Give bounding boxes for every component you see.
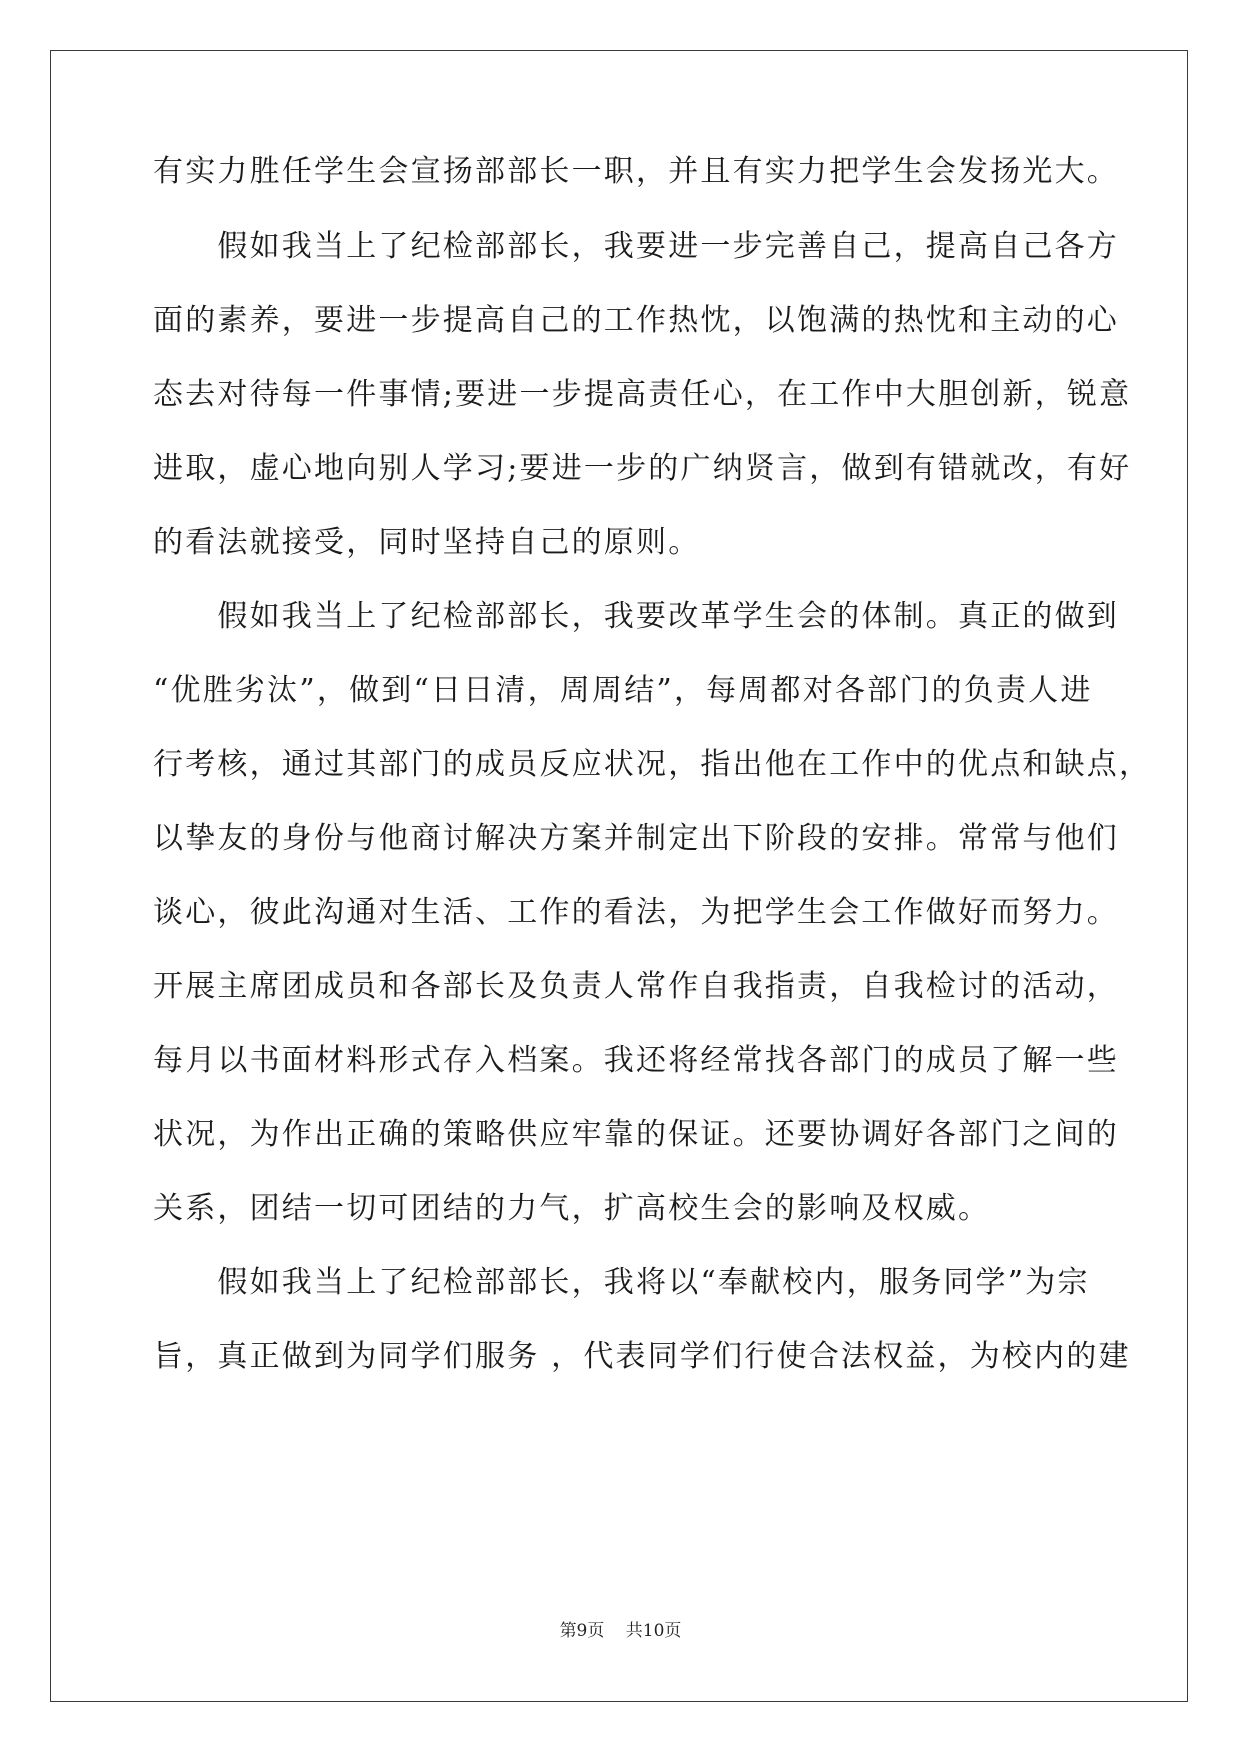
- text-line: 假如我当上了纪检部部长，我将以“奉献校内，服务同学”为宗: [153, 1265, 1090, 1300]
- text-line: 面的素养，要进一步提高自己的工作热忱，以饱满的热忱和主动的心: [153, 303, 1119, 338]
- text-line: 旨，真正做到为同学们服务 ，代表同学们行使合法权益，为校内的建: [153, 1339, 1131, 1374]
- page-total: 共10页: [625, 1621, 682, 1641]
- text-line: 进取，虚心地向别人学习;要进一步的广纳贤言，做到有错就改，有好: [153, 451, 1132, 486]
- text-line: 谈心，彼此沟通对生活、工作的看法，为把学生会工作做好而努力。: [153, 895, 1119, 930]
- text-line: 假如我当上了纪检部部长，我要改革学生会的体制。真正的做到: [153, 599, 1119, 634]
- text-line: 的看法就接受，同时坚持自己的原则。: [153, 525, 701, 560]
- text-line: 态去对待每一件事情;要进一步提高责任心，在工作中大胆创新，锐意: [153, 377, 1132, 412]
- text-line: 行考核，通过其部门的成员反应状况，指出他在工作中的优点和缺点，: [153, 747, 1152, 782]
- text-line: 关系，团结一切可团结的力气，扩高校生会的影响及权威。: [153, 1191, 991, 1226]
- text-line: 有实力胜任学生会宣扬部部长一职，并且有实力把学生会发扬光大。: [153, 154, 1119, 189]
- page-number: 第9页: [559, 1621, 605, 1641]
- text-line: 开展主席团成员和各部长及负责人常作自我指责，自我检讨的活动，: [153, 969, 1119, 1004]
- page-border: [50, 50, 1188, 1702]
- text-line: 每月以书面材料形式存入档案。我还将经常找各部门的成员了解一些: [153, 1043, 1119, 1078]
- text-line: 状况，为作出正确的策略供应牢靠的保证。还要协调好各部门之间的: [153, 1117, 1119, 1152]
- text-line: 假如我当上了纪检部部长，我要进一步完善自己，提高自己各方: [153, 229, 1119, 264]
- text-line: 以挚友的身份与他商讨解决方案并制定出下阶段的安排。常常与他们: [153, 821, 1119, 856]
- page-footer: [0, 1620, 1241, 1642]
- text-line: “优胜劣汰”，做到“日日清，周周结”，每周都对各部门的负责人进: [153, 673, 1093, 708]
